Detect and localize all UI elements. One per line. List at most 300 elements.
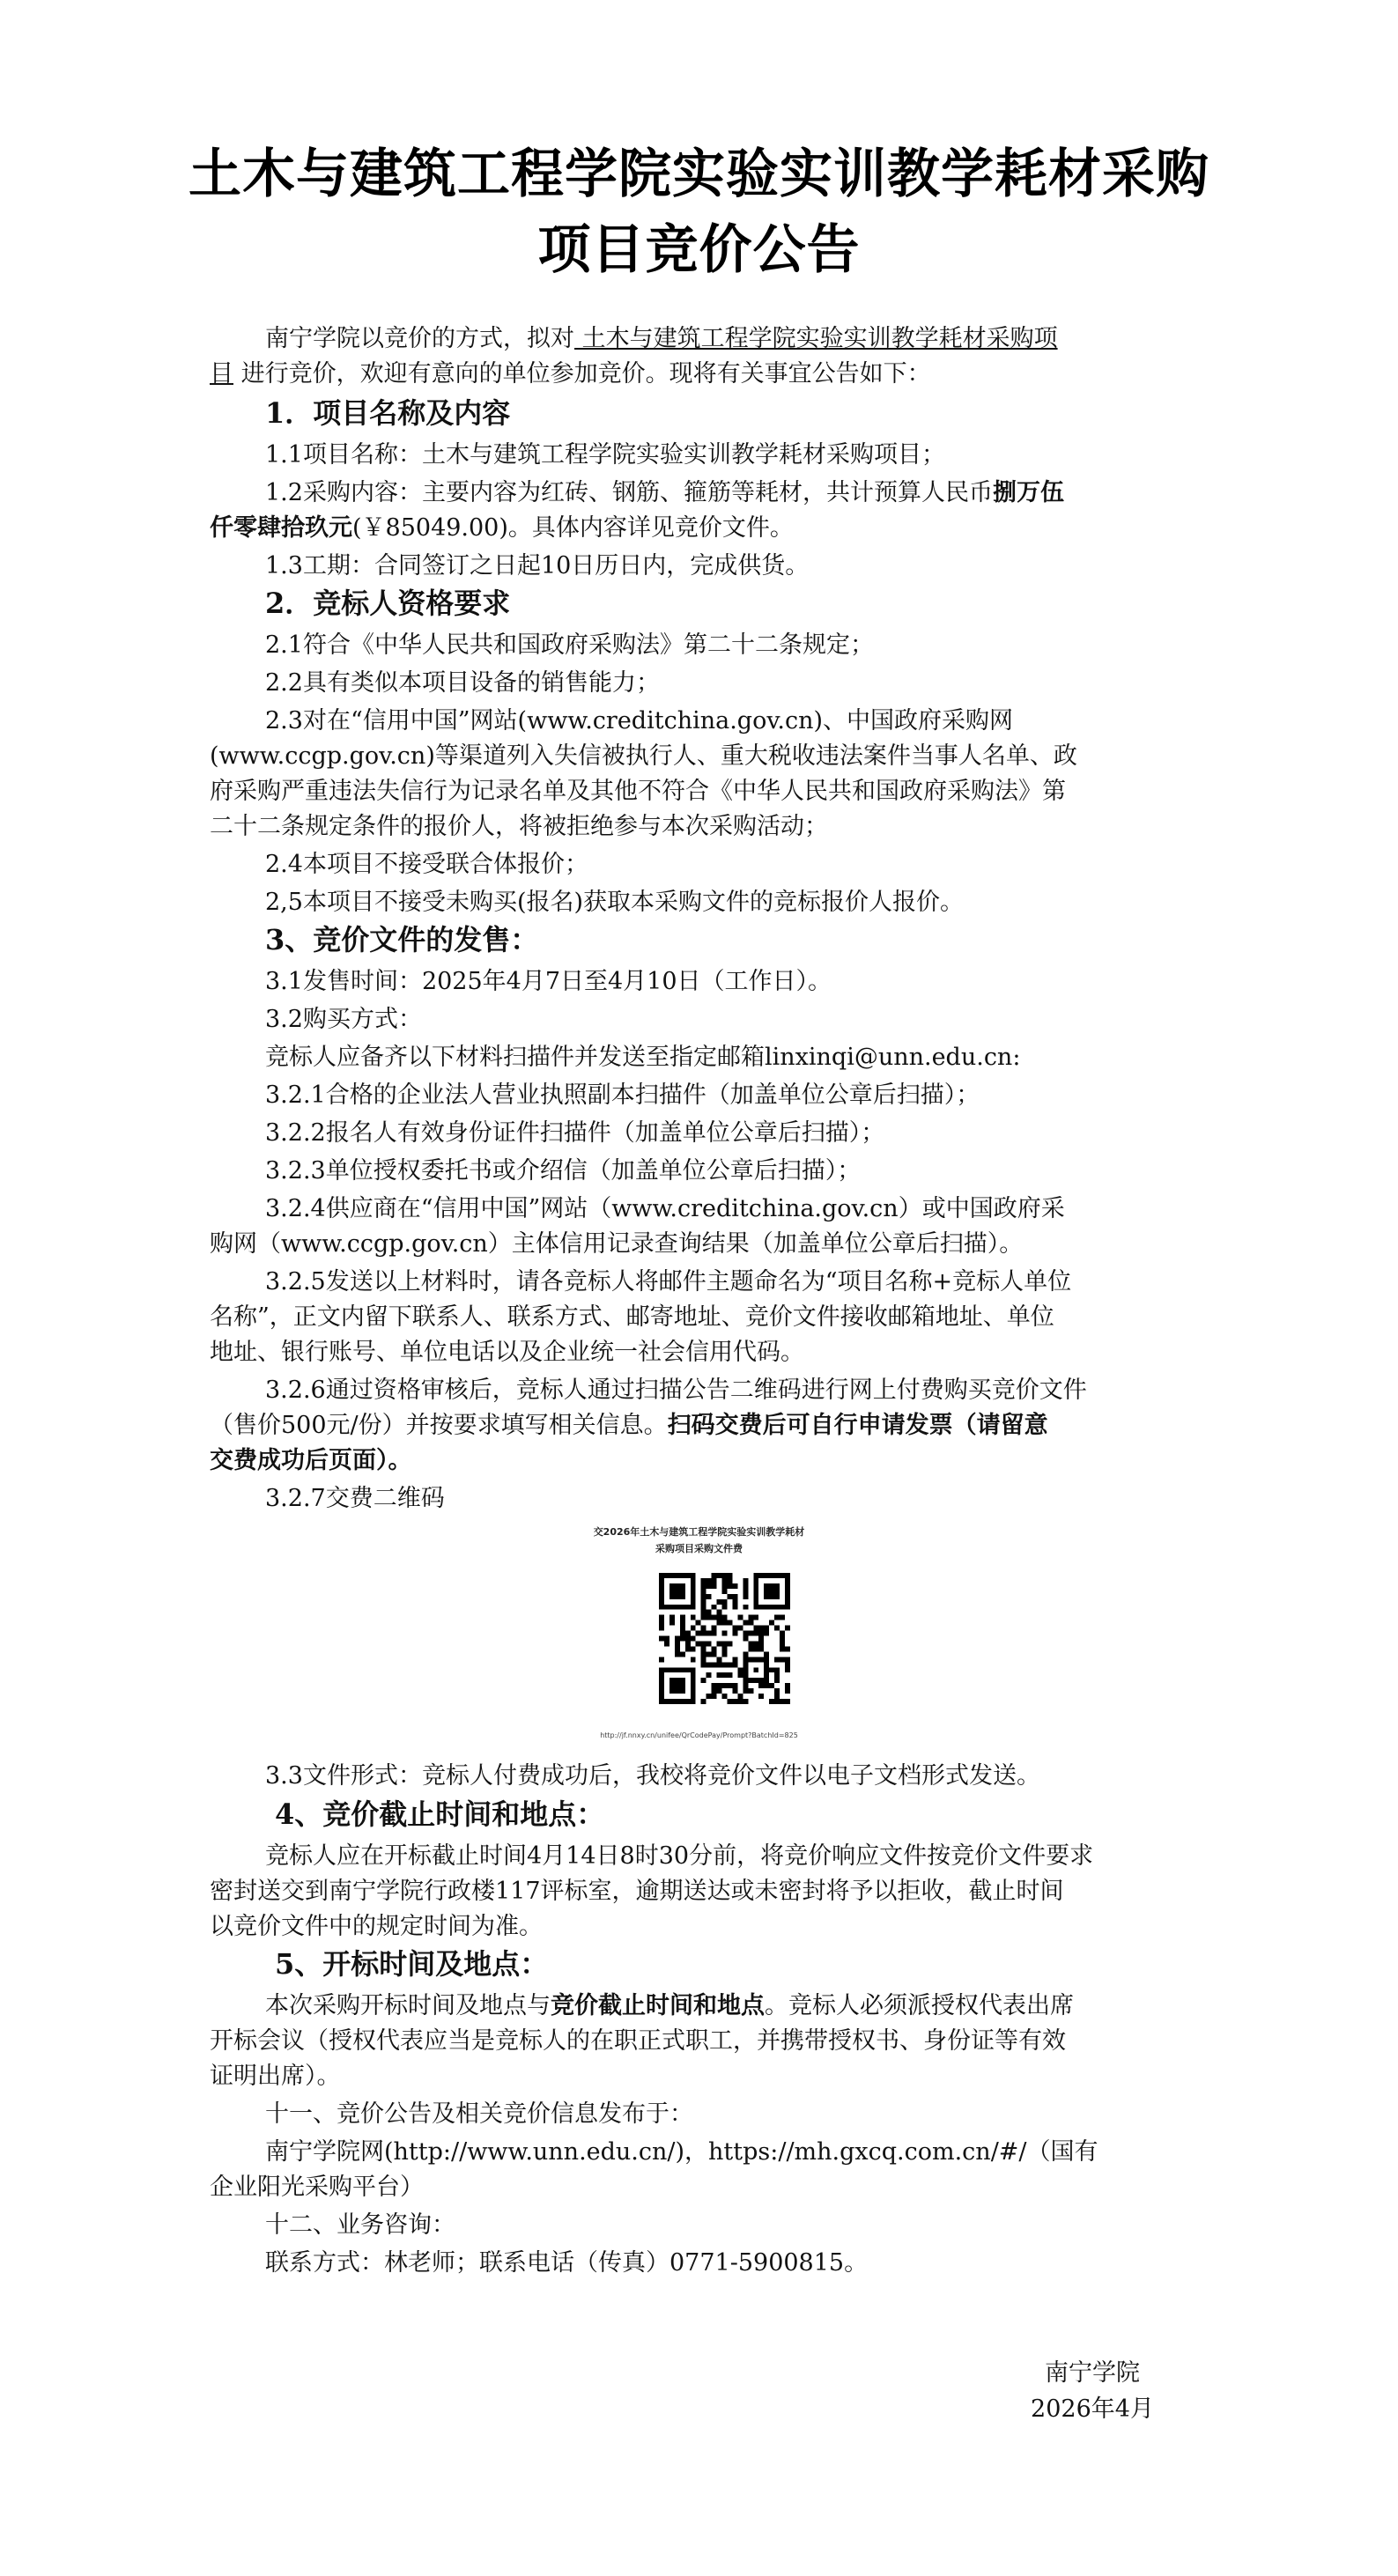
qr-module — [780, 1615, 785, 1620]
qr-module — [659, 1605, 664, 1610]
qr-module — [701, 1641, 706, 1646]
qr-module — [685, 1573, 691, 1578]
qr-module — [764, 1657, 769, 1662]
qr-module — [732, 1583, 737, 1589]
item-1-1: 1.1项目名称：土木与建筑工程学院实验实训教学耗材采购项目； — [265, 441, 945, 469]
qr-module — [732, 1657, 737, 1662]
qr-module — [758, 1646, 764, 1651]
qr-module — [659, 1694, 664, 1699]
qr-module — [748, 1688, 753, 1694]
qr-module — [722, 1651, 728, 1657]
item-2-1: 2.1符合《中华人民共和国政府采购法》第二十二条规定； — [265, 631, 874, 659]
qr-module — [743, 1605, 748, 1610]
qr-module — [669, 1605, 675, 1610]
qr-module — [675, 1683, 680, 1688]
qr-module — [753, 1678, 758, 1683]
qr-module — [685, 1646, 691, 1651]
qr-module — [758, 1678, 764, 1683]
qr-module — [769, 1683, 774, 1688]
qr-module — [717, 1662, 722, 1667]
project-name-underlined: 土木与建筑工程学院实验实训教学耗材采购项 — [574, 325, 1058, 352]
qr-module — [706, 1610, 712, 1615]
qr-caption-line1: 交2026年土木与建筑工程学院实验实训教学耗材 — [593, 1526, 805, 1538]
qr-module — [712, 1683, 717, 1688]
qr-module — [669, 1594, 675, 1599]
qr-module — [675, 1594, 680, 1599]
qr-module — [680, 1688, 685, 1694]
qr-module — [732, 1594, 737, 1599]
qr-module — [675, 1641, 680, 1646]
qr-module — [769, 1583, 774, 1589]
item-1-2: 1.2采购内容：主要内容为红砖、钢筋、箍筋等耗材，共计预算人民币捌万伍 — [265, 479, 1064, 506]
qr-module — [701, 1626, 706, 1631]
qr-module — [669, 1699, 675, 1704]
qr-module — [727, 1641, 732, 1646]
qr-module — [680, 1636, 685, 1642]
qr-module — [722, 1573, 728, 1578]
qr-module — [717, 1610, 722, 1615]
qr-module — [691, 1678, 696, 1683]
qr-module — [691, 1683, 696, 1688]
qr-module — [780, 1641, 785, 1646]
qr-module — [659, 1636, 664, 1642]
qr-module — [737, 1699, 743, 1704]
signature-org: 南宁学院 — [1045, 2359, 1140, 2387]
qr-module — [758, 1573, 764, 1578]
qr-module — [717, 1615, 722, 1620]
qr-caption-line2: 采购项目采购文件费 — [655, 1543, 743, 1554]
item-3-2-7: 3.2.7交费二维码 — [265, 1485, 445, 1512]
qr-module — [680, 1667, 685, 1672]
qr-module — [691, 1594, 696, 1599]
qr-module — [753, 1594, 758, 1599]
qr-module — [701, 1651, 706, 1657]
item-1-3: 1.3工期：合同签订之日起10日历日内，完成供货。 — [265, 552, 810, 579]
item-2-3-cont3: 二十二条规定条件的报价人，将被拒绝参与本次采购活动； — [210, 813, 828, 840]
qr-module — [727, 1683, 732, 1688]
qr-module — [764, 1667, 769, 1672]
qr-module — [706, 1615, 712, 1620]
item-3-2-1: 3.2.1合格的企业法人营业执照副本扫描件（加盖单位公章后扫描）； — [265, 1081, 980, 1109]
qr-module — [764, 1683, 769, 1688]
item-2-2: 2.2具有类似本项目设备的销售能力； — [265, 669, 660, 697]
qr-module — [753, 1626, 758, 1631]
qr-module — [764, 1651, 769, 1657]
qr-module — [701, 1657, 706, 1662]
qr-module — [722, 1589, 728, 1594]
qr-module — [758, 1657, 764, 1662]
qr-module — [764, 1589, 769, 1594]
qr-module — [774, 1688, 780, 1694]
qr-module — [669, 1688, 675, 1694]
qr-module — [669, 1620, 675, 1626]
qr-module — [769, 1594, 774, 1599]
purchase-instructions: 竞标人应备齐以下材料扫描件并发送至指定邮箱linxinqi@unn.edu.cn: — [265, 1044, 1021, 1071]
qr-module — [659, 1615, 664, 1620]
qr-module — [717, 1683, 722, 1688]
qr-module — [691, 1636, 696, 1642]
qr-module — [737, 1667, 743, 1672]
qr-module — [727, 1662, 732, 1667]
qr-module — [774, 1605, 780, 1610]
qr-module — [758, 1683, 764, 1688]
opening-paragraph-cont1: 开标会议（授权代表应当是竞标人的在职正式职工，并携带授权书、身份证等有效 — [210, 2027, 1066, 2055]
qr-module — [659, 1583, 664, 1589]
qr-module — [774, 1672, 780, 1678]
qr-module — [712, 1615, 717, 1620]
qr-module — [758, 1626, 764, 1631]
qr-module — [780, 1657, 785, 1662]
qr-module — [706, 1694, 712, 1699]
qr-module — [785, 1578, 790, 1583]
qr-module — [769, 1573, 774, 1578]
qr-module — [659, 1667, 664, 1672]
qr-module — [743, 1589, 748, 1594]
qr-module — [780, 1646, 785, 1651]
qr-module — [785, 1589, 790, 1594]
qr-module — [758, 1605, 764, 1610]
qr-module — [701, 1605, 706, 1610]
qr-module — [748, 1678, 753, 1683]
qr-module — [664, 1636, 669, 1642]
qr-module — [680, 1615, 685, 1620]
qr-module — [737, 1615, 743, 1620]
opening-paragraph: 本次采购开标时间及地点与竞价截止时间和地点。竞标人必须派授权代表出席 — [265, 1992, 1074, 2019]
qr-module — [743, 1683, 748, 1688]
qr-module — [737, 1694, 743, 1699]
qr-module — [743, 1672, 748, 1678]
qr-module — [659, 1626, 664, 1631]
qr-module — [675, 1667, 680, 1672]
qr-module — [722, 1631, 728, 1636]
section-heading-2: 2．竞标人资格要求 — [265, 587, 511, 620]
qr-module — [758, 1631, 764, 1636]
qr-module — [675, 1646, 680, 1651]
qr-module — [701, 1646, 706, 1651]
qr-module — [743, 1688, 748, 1694]
qr-module — [706, 1641, 712, 1646]
qr-module — [669, 1683, 675, 1688]
qr-module — [701, 1631, 706, 1636]
payment-qr-code-icon[interactable] — [659, 1573, 790, 1704]
qr-module — [780, 1605, 785, 1610]
item-3-2-6-cont1: （售价500元/份）并按要求填写相关信息。扫码交费后可自行申请发票（请留意 — [210, 1412, 1048, 1439]
qr-module — [659, 1589, 664, 1594]
qr-module — [696, 1641, 701, 1646]
qr-module — [680, 1683, 685, 1688]
qr-module — [785, 1699, 790, 1704]
publish-sites-cont: 企业阳光采购平台） — [210, 2174, 424, 2201]
qr-module — [712, 1605, 717, 1610]
item-3-2-6-cont2: 交费成功后页面）。 — [210, 1447, 412, 1474]
qr-module — [785, 1605, 790, 1610]
qr-module — [785, 1583, 790, 1589]
qr-module — [675, 1688, 680, 1694]
qr-module — [753, 1631, 758, 1636]
qr-module — [753, 1657, 758, 1662]
item-3-1: 3.1发售时间：2025年4月7日至4月10日（工作日）。 — [265, 968, 832, 995]
qr-module — [727, 1583, 732, 1589]
section-heading-11: 十一、竞价公告及相关竞价信息发布于： — [265, 2100, 693, 2128]
qr-module — [722, 1605, 728, 1610]
deadline-paragraph: 竞标人应在开标截止时间4月14日8时30分前，将竞价响应文件按竞价文件要求 — [265, 1842, 1094, 1870]
qr-module — [691, 1573, 696, 1578]
qr-module — [680, 1626, 685, 1631]
item-3-2: 3.2购买方式： — [265, 1006, 422, 1033]
qr-module — [758, 1641, 764, 1646]
qr-module — [659, 1599, 664, 1605]
opening-paragraph-cont2: 证明出席）。 — [210, 2063, 341, 2090]
qr-module — [780, 1573, 785, 1578]
qr-module — [785, 1688, 790, 1694]
qr-module — [659, 1620, 664, 1626]
qr-module — [774, 1594, 780, 1599]
qr-module — [691, 1605, 696, 1610]
qr-module — [748, 1646, 753, 1651]
qr-module — [727, 1672, 732, 1678]
qr-module — [664, 1699, 669, 1704]
qr-module — [785, 1657, 790, 1662]
qr-module — [753, 1641, 758, 1646]
qr-module — [743, 1678, 748, 1683]
qr-module — [758, 1636, 764, 1642]
qr-module — [769, 1589, 774, 1594]
qr-module — [785, 1683, 790, 1688]
qr-module — [706, 1631, 712, 1636]
qr-module — [722, 1599, 728, 1605]
qr-module — [669, 1667, 675, 1672]
qr-module — [764, 1631, 769, 1636]
qr-module — [743, 1667, 748, 1672]
qr-module — [669, 1583, 675, 1589]
qr-module — [722, 1694, 728, 1699]
qr-module — [737, 1626, 743, 1631]
qr-module — [669, 1615, 675, 1620]
qr-module — [774, 1667, 780, 1672]
qr-module — [675, 1699, 680, 1704]
qr-module — [753, 1646, 758, 1651]
qr-module — [712, 1583, 717, 1589]
qr-module — [706, 1651, 712, 1657]
qr-module — [785, 1573, 790, 1578]
qr-module — [696, 1620, 701, 1626]
qr-module — [774, 1699, 780, 1704]
qr-module — [753, 1578, 758, 1583]
deadline-paragraph-cont1: 密封送交到南宁学院行政楼117评标室，逾期送达或未密封将予以拒收，截止时间 — [210, 1878, 1064, 1905]
qr-module — [717, 1599, 722, 1605]
qr-module — [685, 1605, 691, 1610]
qr-module — [743, 1699, 748, 1704]
qr-module — [691, 1646, 696, 1651]
qr-module — [706, 1672, 712, 1678]
qr-module — [680, 1583, 685, 1589]
qr-module — [743, 1620, 748, 1626]
qr-module — [769, 1667, 774, 1672]
qr-module — [753, 1583, 758, 1589]
qr-module — [712, 1573, 717, 1578]
qr-module — [706, 1578, 712, 1583]
qr-module — [753, 1605, 758, 1610]
qr-module — [701, 1610, 706, 1615]
qr-module — [774, 1626, 780, 1631]
qr-module — [774, 1694, 780, 1699]
qr-module — [727, 1620, 732, 1626]
qr-module — [743, 1651, 748, 1657]
item-3-2-3: 3.2.3单位授权委托书或介绍信（加盖单位公章后扫描）； — [265, 1157, 862, 1185]
qr-module — [774, 1678, 780, 1683]
qr-module — [675, 1678, 680, 1683]
qr-module — [680, 1605, 685, 1610]
item-3-2-4: 3.2.4供应商在“信用中国”网站（www.creditchina.gov.cn）或中国政府采 — [265, 1195, 1065, 1222]
qr-module — [691, 1626, 696, 1631]
qr-module — [774, 1657, 780, 1662]
qr-module — [727, 1594, 732, 1599]
qr-module — [701, 1699, 706, 1704]
qr-module — [717, 1641, 722, 1646]
qr-module — [664, 1573, 669, 1578]
item-2-4: 2.4本项目不接受联合体报价； — [265, 851, 588, 878]
qr-module — [732, 1699, 737, 1704]
item-3-3: 3.3文件形式：竞标人付费成功后，我校将竞价文件以电子文档形式发送。 — [265, 1762, 1040, 1790]
qr-module — [753, 1573, 758, 1578]
qr-module — [743, 1578, 748, 1583]
qr-module — [753, 1615, 758, 1620]
qr-module — [722, 1641, 728, 1646]
qr-module — [748, 1641, 753, 1646]
qr-module — [764, 1605, 769, 1610]
qr-module — [717, 1573, 722, 1578]
qr-module — [680, 1620, 685, 1626]
qr-module — [701, 1583, 706, 1589]
qr-module — [769, 1699, 774, 1704]
qr-url-text: http://jf.nnxy.cn/unifee/QrCodePay/Prompt?BatchId=825 — [600, 1731, 798, 1739]
qr-module — [785, 1667, 790, 1672]
section-heading-5: 5、开标时间及地点： — [275, 1947, 549, 1981]
item-3-2-5-cont1: 名称”，正文内留下联系人、联系方式、邮寄地址、竞价文件接收邮箱地址、单位 — [210, 1303, 1054, 1331]
qr-module — [659, 1594, 664, 1599]
qr-module — [753, 1667, 758, 1672]
qr-module — [743, 1657, 748, 1662]
contact-info: 联系方式：林老师；联系电话（传真）0771-5900815。 — [265, 2249, 869, 2277]
qr-module — [675, 1651, 680, 1657]
qr-module — [769, 1620, 774, 1626]
qr-module — [691, 1657, 696, 1662]
qr-module — [732, 1683, 737, 1688]
qr-module — [659, 1672, 664, 1678]
qr-module — [706, 1662, 712, 1667]
qr-module — [758, 1694, 764, 1699]
qr-module — [675, 1636, 680, 1642]
qr-module — [664, 1605, 669, 1610]
qr-module — [680, 1699, 685, 1704]
qr-module — [691, 1694, 696, 1699]
qr-module — [680, 1651, 685, 1657]
qr-module — [659, 1688, 664, 1694]
qr-module — [691, 1583, 696, 1589]
item-3-2-5-cont2: 地址、银行账号、单位电话以及企业统一社会信用代码。 — [210, 1339, 804, 1366]
intro-paragraph: 南宁学院以竞价的方式，拟对 土木与建筑工程学院实验实训教学耗材采购项 — [265, 325, 1058, 352]
item-1-2-cont: 仟零肆拾玖元(￥85049.00)。具体内容详见竞价文件。 — [210, 514, 794, 542]
qr-module — [669, 1678, 675, 1683]
qr-module — [680, 1678, 685, 1683]
qr-module — [669, 1589, 675, 1594]
qr-module — [774, 1589, 780, 1594]
qr-module — [712, 1662, 717, 1667]
qr-module — [680, 1631, 685, 1636]
qr-module — [701, 1594, 706, 1599]
item-2-3-cont2: 府采购严重违法失信行为记录名单及其他不符合《中华人民共和国政府采购法》第 — [210, 778, 1066, 805]
qr-module — [764, 1594, 769, 1599]
qr-module — [659, 1699, 664, 1704]
section-heading-3: 3、竞价文件的发售： — [265, 923, 539, 956]
intro-paragraph-cont: 目 进行竞价，欢迎有意向的单位参加竞价。现将有关事宜公告如下： — [210, 360, 931, 388]
qr-module — [764, 1583, 769, 1589]
qr-module — [743, 1594, 748, 1599]
qr-module — [722, 1646, 728, 1651]
qr-module — [722, 1620, 728, 1626]
qr-module — [748, 1620, 753, 1626]
qr-module — [685, 1631, 691, 1636]
qr-module — [685, 1641, 691, 1646]
document-title-line1: 土木与建筑工程学院实验实训教学耗材采购 — [189, 144, 1209, 205]
qr-module — [743, 1636, 748, 1642]
qr-module — [664, 1667, 669, 1672]
item-3-2-5: 3.2.5发送以上材料时，请各竞标人将邮件主题命名为“项目名称+竞标人单位 — [265, 1268, 1072, 1295]
publish-sites: 南宁学院网(http://www.unn.edu.cn/)，https://mh.gxcq.com.cn/#/（国有 — [265, 2138, 1098, 2166]
qr-module — [737, 1672, 743, 1678]
qr-module — [780, 1699, 785, 1704]
section-heading-1: 1．项目名称及内容 — [265, 396, 511, 430]
qr-module — [722, 1578, 728, 1583]
qr-module — [774, 1583, 780, 1589]
qr-module — [712, 1631, 717, 1636]
item-2-3: 2.3对在“信用中国”网站(www.creditchina.gov.cn)、中国政府采购网 — [265, 707, 1013, 734]
qr-module — [732, 1631, 737, 1636]
qr-module — [701, 1589, 706, 1594]
qr-module — [706, 1583, 712, 1589]
qr-module — [669, 1573, 675, 1578]
item-3-2-2: 3.2.2报名人有效身份证件扫描件（加盖单位公章后扫描）； — [265, 1119, 885, 1147]
qr-module — [748, 1615, 753, 1620]
qr-module — [732, 1662, 737, 1667]
qr-module — [743, 1631, 748, 1636]
qr-module — [712, 1688, 717, 1694]
qr-module — [675, 1583, 680, 1589]
qr-module — [701, 1578, 706, 1583]
qr-module — [764, 1672, 769, 1678]
qr-module — [712, 1578, 717, 1583]
qr-module — [717, 1657, 722, 1662]
qr-module — [659, 1678, 664, 1683]
qr-module — [664, 1641, 669, 1646]
item-3-2-4-cont: 购网（www.ccgp.gov.cn）主体信用记录查询结果（加盖单位公章后扫描）。 — [210, 1230, 1024, 1258]
qr-module — [659, 1573, 664, 1578]
qr-module — [701, 1662, 706, 1667]
qr-module — [712, 1651, 717, 1657]
qr-module — [764, 1626, 769, 1631]
qr-module — [748, 1657, 753, 1662]
qr-module — [764, 1662, 769, 1667]
item-3-2-6: 3.2.6通过资格审核后，竞标人通过扫描公告二维码进行网上付费购买竞价文件 — [265, 1377, 1087, 1404]
qr-module — [712, 1646, 717, 1651]
qr-module — [675, 1589, 680, 1594]
qr-module — [696, 1631, 701, 1636]
qr-module — [774, 1573, 780, 1578]
qr-module — [743, 1583, 748, 1589]
qr-module — [732, 1688, 737, 1694]
qr-module — [691, 1615, 696, 1620]
qr-module — [722, 1683, 728, 1688]
